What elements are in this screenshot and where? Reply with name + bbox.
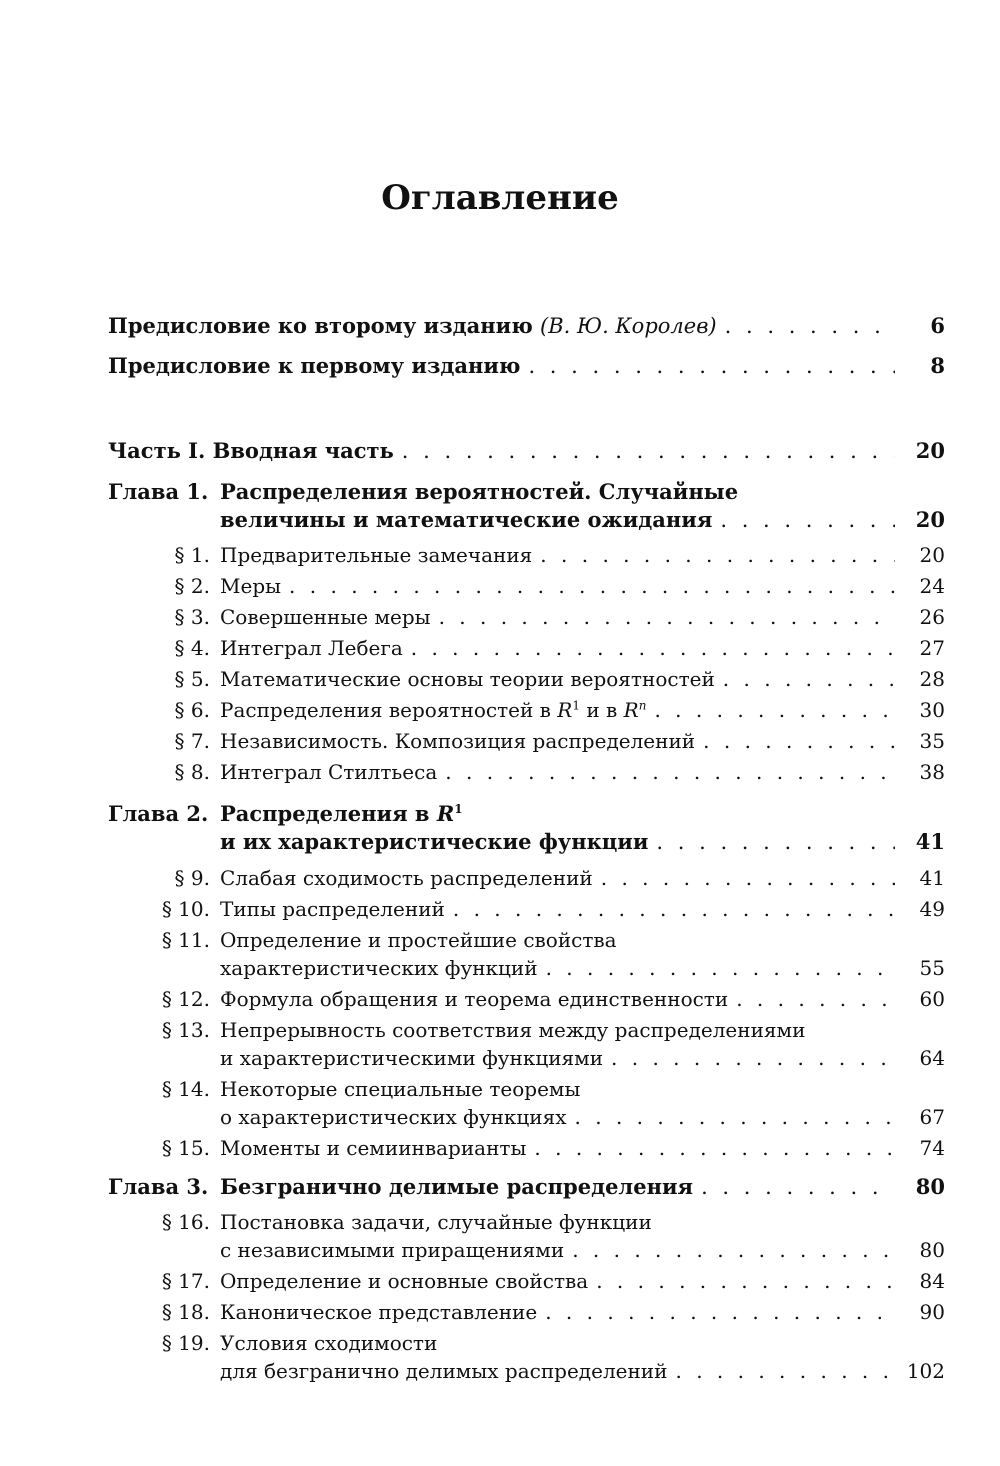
dot-leader (526, 1134, 895, 1162)
toc-section-3[interactable] (0, 603, 1000, 631)
dot-leader (445, 895, 895, 923)
toc-section-4[interactable] (0, 634, 1000, 662)
toc-section-8[interactable] (0, 758, 1000, 786)
section-title: и характеристическими функциями (220, 1046, 604, 1070)
section-number: § 4. (174, 636, 210, 660)
section-title: с независимыми приращениями (220, 1238, 565, 1262)
dot-leader (532, 541, 895, 569)
dot-leader (538, 954, 895, 982)
section-number: § 1. (174, 543, 210, 567)
toc-section-13-line2[interactable] (0, 1044, 1000, 1072)
dot-leader (394, 437, 895, 465)
page-title: Оглавление (381, 178, 619, 218)
entry-author: (В. Ю. Королев) (540, 314, 717, 338)
toc-section-13-line1[interactable] (0, 1016, 1000, 1044)
section-number: § 15. (161, 1136, 210, 1160)
entry-title: величины и математические ожидания (220, 507, 713, 532)
chapter-label: Глава 1. (108, 479, 209, 504)
page-number: 38 (919, 760, 945, 784)
toc-section-15[interactable] (0, 1134, 1000, 1162)
section-title: Формула обращения и теорема единственности (220, 987, 729, 1011)
dot-leader (648, 828, 895, 856)
section-number: § 13. (161, 1018, 210, 1042)
dot-leader (403, 634, 895, 662)
page-number: 49 (919, 897, 945, 921)
section-title: Предварительные замечания (220, 543, 533, 567)
section-title: для безгранично делимых распределений (220, 1359, 668, 1383)
toc-section-11-line2[interactable] (0, 954, 1000, 982)
dot-leader (431, 603, 895, 631)
section-number: § 6. (174, 698, 210, 722)
page-number: 55 (919, 956, 945, 980)
dot-leader (437, 758, 895, 786)
entry-title: Часть I. Вводная часть (108, 438, 394, 463)
toc-section-2[interactable] (0, 572, 1000, 600)
toc-section-6[interactable] (0, 696, 1000, 724)
toc-chapter-1-line2[interactable] (0, 506, 1000, 534)
page-number: 26 (919, 605, 945, 629)
section-title: Типы распределений (220, 897, 445, 921)
toc-section-5[interactable] (0, 665, 1000, 693)
entry-title: и их характеристические функции (220, 829, 649, 854)
section-number: § 17. (161, 1269, 210, 1293)
toc-section-14-line2[interactable] (0, 1103, 1000, 1131)
entry-title: Предисловие к первому изданию (108, 353, 521, 378)
page-number: 6 (930, 313, 945, 338)
math-r: R (623, 698, 639, 722)
page-number: 8 (930, 353, 945, 378)
section-number: § 3. (174, 605, 210, 629)
page-number: 27 (919, 636, 945, 660)
dot-leader (520, 352, 895, 380)
toc-section-17[interactable] (0, 1267, 1000, 1295)
dot-leader (564, 1236, 895, 1264)
toc-chapter-2-line1[interactable] (0, 800, 1000, 828)
math-sup: n (638, 698, 647, 713)
section-title: Меры (220, 574, 282, 598)
section-title: характеристических функций (220, 956, 538, 980)
toc-section-1[interactable] (0, 541, 1000, 569)
toc-section-16-line1[interactable] (0, 1208, 1000, 1236)
toc-section-9[interactable] (0, 864, 1000, 892)
page-number: 84 (919, 1269, 945, 1293)
section-number: § 9. (174, 866, 210, 890)
section-number: § 19. (161, 1331, 210, 1355)
section-title: Интеграл Лебега (220, 636, 403, 660)
toc-section-7[interactable] (0, 727, 1000, 755)
page-number: 24 (919, 574, 945, 598)
section-title: Слабая сходимость распределений (220, 866, 593, 890)
page-number: 20 (915, 507, 945, 532)
section-number: § 14. (161, 1077, 210, 1101)
section-title: Распределения вероятностей в $R^1$ и в $R^n$ (220, 698, 647, 722)
section-title: о характеристических функциях (220, 1105, 567, 1129)
toc-section-19-line1[interactable] (0, 1329, 1000, 1357)
section-number: § 5. (174, 667, 210, 691)
dot-leader (646, 696, 895, 724)
page-number: 30 (919, 698, 945, 722)
section-title: Некоторые специальные теоремы (220, 1077, 581, 1101)
section-title: Определение и основные свойства (220, 1269, 589, 1293)
page-number: 28 (919, 667, 945, 691)
toc-chapter-1-line1[interactable] (0, 478, 1000, 506)
toc-entry-preface-2[interactable] (0, 312, 1000, 340)
dot-leader (537, 1298, 895, 1326)
dot-leader (667, 1357, 895, 1385)
page-number: 80 (915, 1174, 945, 1199)
dot-leader (603, 1044, 895, 1072)
dot-leader (693, 1173, 895, 1201)
toc-section-19-line2[interactable] (0, 1357, 1000, 1385)
page-number: 20 (915, 438, 945, 463)
section-number: § 12. (161, 987, 210, 1011)
page-number: 90 (919, 1300, 945, 1324)
section-number: § 11. (161, 928, 210, 952)
page-number: 20 (919, 543, 945, 567)
page-number: 35 (919, 729, 945, 753)
section-title: Интеграл Стилтьеса (220, 760, 438, 784)
section-title: Определение и простейшие свойства (220, 928, 617, 952)
section-title: Каноническое представление (220, 1300, 538, 1324)
section-number: § 18. (161, 1300, 210, 1324)
entry-title: Безгранично делимые распределения (220, 1174, 694, 1199)
math-r: R (557, 698, 573, 722)
section-title: Непрерывность соответствия между распределениями (220, 1018, 806, 1042)
toc-section-10[interactable] (0, 895, 1000, 923)
toc-section-18[interactable] (0, 1298, 1000, 1326)
page-number: 64 (919, 1046, 945, 1070)
entry-title: Предисловие ко второму изданию (108, 313, 541, 338)
page-number: 60 (919, 987, 945, 1011)
toc-section-14-line1[interactable] (0, 1075, 1000, 1103)
chapter-label: Глава 3. (108, 1174, 209, 1199)
section-title: Независимость. Композиция распределений (220, 729, 696, 753)
toc-chapter-2-line2[interactable] (0, 828, 1000, 856)
toc-chapter-3[interactable] (0, 1173, 1000, 1201)
entry-title: Распределения вероятностей. Случайные (220, 479, 739, 504)
dot-leader (593, 864, 895, 892)
toc-entry-part-1[interactable] (0, 437, 1000, 465)
page-number: 41 (919, 866, 945, 890)
math-sup: 1 (572, 698, 580, 713)
section-title: Условия сходимости (220, 1331, 438, 1355)
toc-section-12[interactable] (0, 985, 1000, 1013)
dot-leader (695, 727, 895, 755)
section-title: Математические основы теории вероятностей (220, 667, 715, 691)
section-number: § 7. (174, 729, 210, 753)
section-number: § 10. (161, 897, 210, 921)
math-r: R (436, 801, 455, 826)
dot-leader (728, 985, 895, 1013)
section-number: § 8. (174, 760, 210, 784)
chapter-label: Глава 2. (108, 801, 209, 826)
page-number: 102 (906, 1359, 945, 1383)
section-number: § 16. (161, 1210, 210, 1234)
dot-leader (588, 1267, 895, 1295)
dot-leader (717, 312, 895, 340)
page-number: 41 (915, 829, 945, 854)
page-number: 74 (919, 1136, 945, 1160)
section-title: Совершенные меры (220, 605, 431, 629)
entry-title: Распределения в $R^1$ (220, 801, 463, 826)
section-title: Моменты и семиинварианты (220, 1136, 527, 1160)
dot-leader (712, 506, 895, 534)
toc-entry-preface-1[interactable] (0, 352, 1000, 380)
page-number: 80 (919, 1238, 945, 1262)
dot-leader (715, 665, 895, 693)
section-number: § 2. (174, 574, 210, 598)
math-sup: 1 (454, 802, 463, 816)
toc-section-11-line1[interactable] (0, 926, 1000, 954)
dot-leader (281, 572, 895, 600)
section-title: Постановка задачи, случайные функции (220, 1210, 652, 1234)
dot-leader (567, 1103, 895, 1131)
toc-section-16-line2[interactable] (0, 1236, 1000, 1264)
page-number: 67 (919, 1105, 945, 1129)
